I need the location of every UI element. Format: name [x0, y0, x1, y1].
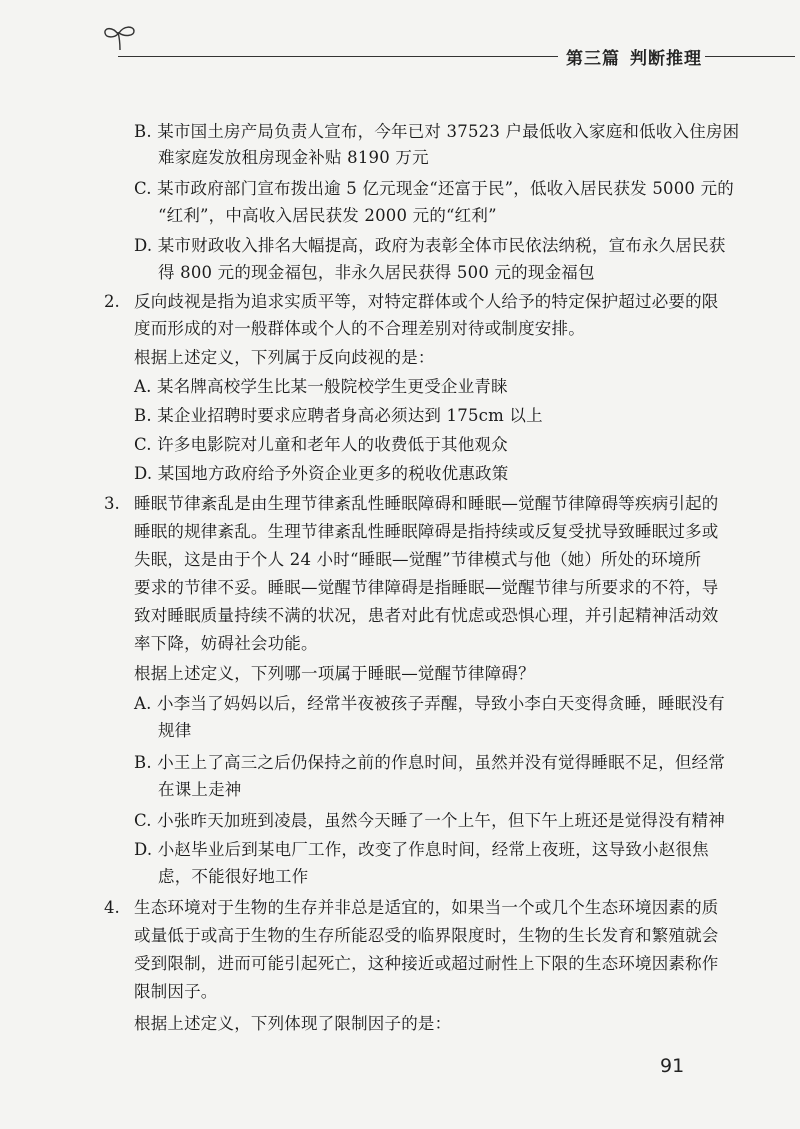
q2-option-a: A. 某名牌高校学生比某一般院校学生更受企业青睐 [134, 377, 508, 396]
q3-option-b-line1: B. 小王上了高三之后仍保持之前的作息时间，虽然并没有觉得睡眠不足，但经常 [134, 753, 726, 772]
q4-prompt: 根据上述定义，下列体现了限制因子的是： [134, 1014, 452, 1033]
q1-option-c-line2: “红利”，中高收入居民获发 2000 元的“红利” [158, 206, 497, 225]
q4-stem-line3: 受到限制，进而可能引起死亡，这种接近或超过耐性上下限的生态环境因素称作 [134, 954, 719, 973]
q3-stem-line3: 失眠，这是由于个人 24 小时“睡眠—觉醒”节律模式与他（她）所处的环境所 [134, 550, 702, 569]
q4-stem-line2: 或量低于或高于生物的生存所能忍受的临界限度时，生物的生长发育和繁殖就会 [134, 926, 719, 945]
q3-stem-line6: 率下降，妨碍社会功能。 [134, 634, 318, 653]
q2-stem-line1: 反向歧视是指为追求实质平等，对特定群体或个人给予的特定保护超过必要的限 [134, 292, 719, 311]
q4-stem-line1: 生态环境对于生物的生存并非总是适宜的，如果当一个或几个生态环境因素的质 [134, 898, 719, 917]
q3-stem-line4: 要求的节律不妥。睡眠—觉醒节律障碍是指睡眠—觉醒节律与所要求的不符，导 [134, 578, 719, 597]
q3-stem-line1: 睡眠节律紊乱是由生理节律紊乱性睡眠障碍和睡眠—觉醒节律障碍等疾病引起的 [134, 494, 719, 513]
q3-stem-line5: 致对睡眠质量持续不满的状况，患者对此有忧虑或恐惧心理，并引起精神活动效 [134, 606, 719, 625]
header-rule-right [705, 56, 795, 57]
sprout-icon [102, 22, 138, 52]
q2-number: 2. [104, 292, 120, 311]
q1-option-d-line2: 得 800 元的现金福包，非永久居民获得 500 元的现金福包 [158, 263, 595, 282]
header-rule-left [118, 56, 558, 57]
q3-stem-line2: 睡眠的规律紊乱。生理节律紊乱性睡眠障碍是指持续或反复受扰导致睡眠过多或 [134, 522, 719, 541]
q4-number: 4. [104, 898, 120, 917]
q1-option-b-line1: B. 某市国土房产局负责人宣布，今年已对 37523 户最低收入家庭和低收入住房困 [134, 122, 740, 141]
q2-prompt: 根据上述定义，下列属于反向歧视的是： [134, 348, 435, 367]
page-header [0, 0, 800, 70]
q2-option-c: C. 许多电影院对儿童和老年人的收费低于其他观众 [134, 435, 508, 454]
q2-stem-line2: 度而形成的对一般群体或个人的不合理差别对待或制度安排。 [134, 319, 585, 338]
q3-option-c: C. 小张昨天加班到凌晨，虽然今天睡了一个上午，但下午上班还是觉得没有精神 [134, 811, 725, 830]
q3-prompt: 根据上述定义，下列哪一项属于睡眠—觉醒节律障碍？ [134, 664, 535, 683]
q1-option-d-line1: D. 某市财政收入排名大幅提高，政府为表彰全体市民依法纳税，宣布永久居民获 [134, 236, 726, 255]
q2-option-d: D. 某国地方政府给予外资企业更多的税收优惠政策 [134, 464, 509, 483]
q4-stem-line4: 限制因子。 [134, 982, 218, 1001]
q2-option-b: B. 某企业招聘时要求应聘者身高必须达到 175cm 以上 [134, 406, 543, 425]
q3-option-a-line1: A. 小李当了妈妈以后，经常半夜被孩子弄醒，导致小李白天变得贪睡，睡眠没有 [134, 694, 725, 713]
q3-number: 3. [104, 494, 120, 513]
q1-option-b-line2: 难家庭发放租房现金补贴 8190 万元 [158, 148, 429, 167]
q1-option-c-line1: C. 某市政府部门宣布拨出逾 5 亿元现金“还富于民”，低收入居民获发 5000 元的 [134, 179, 734, 198]
header-part: 第三篇 [566, 49, 620, 69]
header-title [566, 44, 712, 69]
q3-option-b-line2: 在课上走神 [158, 780, 242, 799]
q3-option-a-line2: 规律 [158, 721, 192, 740]
q3-option-d-line1: D. 小赵毕业后到某电厂工作，改变了作息时间，经常上夜班，这导致小赵很焦 [134, 840, 709, 859]
page-number: 91 [660, 1055, 685, 1077]
q3-option-d-line2: 虑，不能很好地工作 [158, 867, 309, 886]
header-section: 判断推理 [630, 49, 702, 69]
